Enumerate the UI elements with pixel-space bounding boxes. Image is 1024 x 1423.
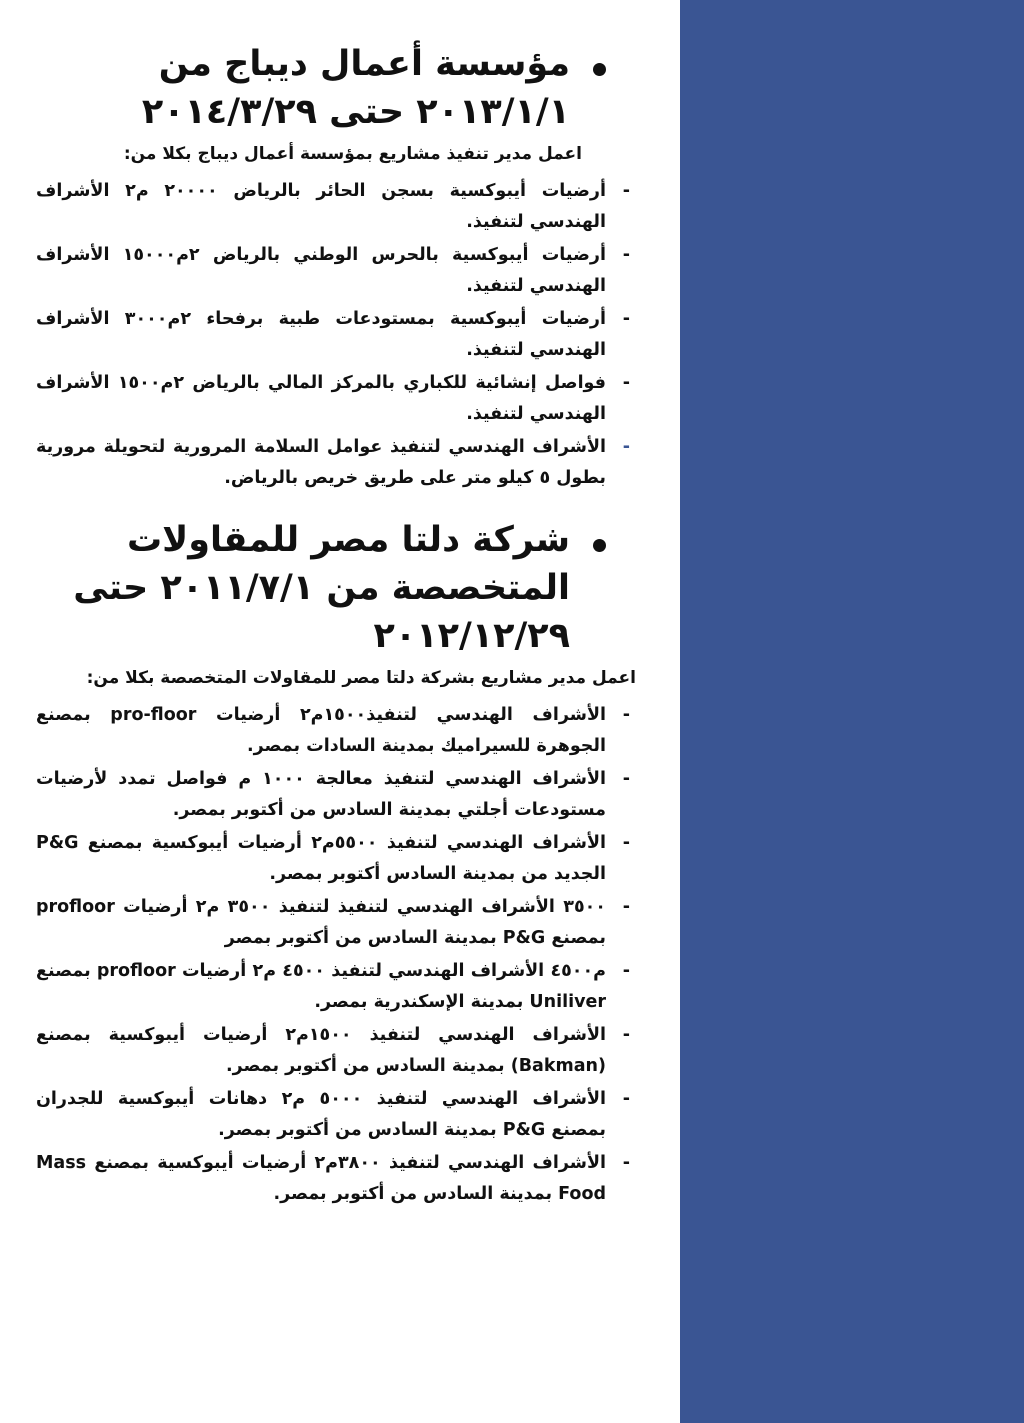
section-title-text: شركة دلتا مصر للمقاولات المتخصصة من ٢٠١١/٧/١ حتى ٢٠١٢/١٢/٢٩ <box>73 520 570 656</box>
dash-icon: - <box>622 309 630 329</box>
list-item <box>36 828 636 890</box>
project-list <box>36 700 636 1210</box>
dash-icon: - <box>622 1089 630 1109</box>
list-item <box>36 368 636 430</box>
list-item <box>36 956 636 1018</box>
list-item <box>36 1148 636 1210</box>
list-item-text: الأشراف الهندسي لتنفيذ ١٥٠٠م٢ أرضيات أيبوكسية بمصنع (Bakman) بمدينة السادس من أكتوبر بمصر. <box>36 1025 606 1076</box>
dash-icon: - <box>622 897 630 917</box>
list-item-text: أرضيات أيبوكسية بالحرس الوطني بالرياض ٢م١٥٠٠٠ الأشراف الهندسي لتنفيذ. <box>36 245 606 296</box>
dash-icon: - <box>622 245 630 265</box>
dash-icon: - <box>622 705 630 725</box>
cv-content <box>36 40 636 1232</box>
bullet-icon <box>593 63 606 76</box>
list-item-text: الأشراف الهندسي لتنفيذ ٥٥٠٠م٢ أرضيات أيبوكسية بمصنع P&G الجديد من بمدينة السادس أكتوبر بمصر. <box>36 833 606 884</box>
list-item <box>36 240 636 302</box>
list-item-text: الأشراف الهندسي لتنفيذ عوامل السلامة المرورية لتحويلة مرورية بطول ٥ كيلو متر على طريق خريص بالرياض. <box>36 437 606 488</box>
list-item-text: ٣٥٠٠ الأشراف الهندسي لتنفيذ لتنفيذ ٣٥٠٠ م٢ أرضيات profloor بمصنع P&G بمدينة السادس من أكتوبر بمصر <box>36 897 606 948</box>
dash-icon: - <box>622 437 630 457</box>
dash-icon: - <box>622 769 630 789</box>
bullet-icon <box>593 539 606 552</box>
list-item <box>36 892 636 954</box>
section-title <box>36 516 636 660</box>
dash-icon: - <box>622 1025 630 1045</box>
list-item-text: الأشراف الهندسي لتنفيذ١٥٠٠م٢ أرضيات pro-floor بمصنع الجوهرة للسيراميك بمدينة السادات بمصر. <box>36 705 606 756</box>
dash-icon: - <box>622 1153 630 1173</box>
sidebar-panel <box>680 0 1024 1423</box>
dash-icon: - <box>622 373 630 393</box>
section-title <box>36 40 636 136</box>
list-item <box>36 700 636 762</box>
list-item-text: الأشراف الهندسي لتنفيذ ٣٨٠٠م٢ أرضيات أيبوكسية بمصنع Mass Food بمدينة السادس من أكتوبر بمصر. <box>36 1153 606 1204</box>
list-item <box>36 432 636 494</box>
project-list <box>36 176 636 494</box>
section-intro: اعمل مدير تنفيذ مشاريع بمؤسسة أعمال ديباج بكلا من: <box>123 144 582 164</box>
section-title-text: مؤسسة أعمال ديباج من ٢٠١٣/١/١ حتى ٢٠١٤/٣/٢٩ <box>141 44 570 132</box>
list-item-text: الأشراف الهندسي لتنفيذ معالجة ١٠٠٠ م فواصل تمدد لأرضيات مستودعات أجلتي بمدينة السادس من أكتوبر بمصر. <box>36 769 606 820</box>
list-item <box>36 304 636 366</box>
experience-section-delta-misr <box>36 516 636 1210</box>
list-item-text: م٤٥٠٠ الأشراف الهندسي لتنفيذ ٤٥٠٠ م٢ أرضيات profloor بمصنع Uniliver بمدينة الإسكندرية بمصر. <box>36 961 606 1012</box>
dash-icon: - <box>622 833 630 853</box>
dash-icon: - <box>622 181 630 201</box>
list-item <box>36 1020 636 1082</box>
list-item-text: أرضيات أيبوكسية بمستودعات طبية برفحاء ٢م٣٠٠٠ الأشراف الهندسي لتنفيذ. <box>36 309 607 360</box>
dash-icon: - <box>622 961 630 981</box>
list-item <box>36 176 636 238</box>
section-intro: اعمل مدير مشاريع بشركة دلتا مصر للمقاولات المتخصصة بكلا من: <box>86 668 636 688</box>
list-item <box>36 764 636 826</box>
list-item-text: الأشراف الهندسي لتنفيذ ٥٠٠٠ م٢ دهانات أيبوكسية للجدران بمصنع P&G بمدينة السادس من أكتوبر بمصر. <box>36 1089 607 1140</box>
list-item <box>36 1084 636 1146</box>
list-item-text: فواصل إنشائية للكباري بالمركز المالي بالرياض ٢م١٥٠٠ الأشراف الهندسي لتنفيذ. <box>36 373 606 424</box>
list-item-text: أرضيات أيبوكسية بسجن الحائر بالرياض ٢٠٠٠٠ م٢ الأشراف الهندسي لتنفيذ. <box>36 181 607 232</box>
experience-section-debaj <box>36 40 636 494</box>
